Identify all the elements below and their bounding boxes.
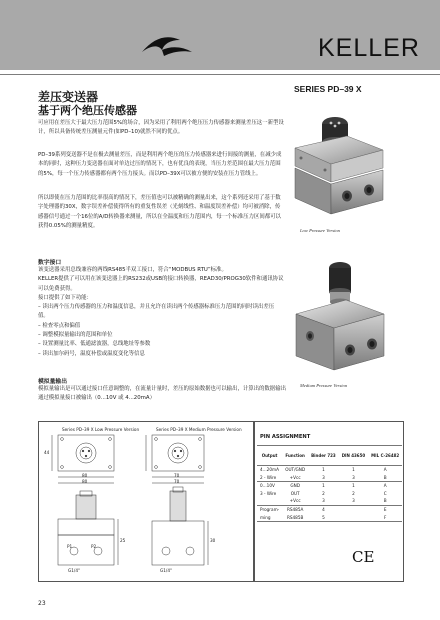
- table-row: 2 - Wire +Vcc 3 3 B: [260, 474, 387, 480]
- dim-44-label: 44: [44, 450, 50, 455]
- digital-line: – 设置测量比率、低通滤波器，总线地址等参数: [38, 341, 151, 348]
- digital-line: 接口提供了如下功能：: [38, 294, 92, 301]
- medium-pressure-caption: Medium Pressure Version: [300, 383, 348, 388]
- dim-25-label: 25: [120, 538, 126, 543]
- thread-medium-label: G1/4": [160, 568, 172, 573]
- low-side-view: [58, 491, 118, 565]
- digital-line: 该变送器采用总线兼容的两线RS485半双工接口，符合“MODBUS RTU”标准。: [38, 267, 227, 273]
- header-din: DIN 43650: [339, 446, 368, 466]
- digital-line: – 读出两个压力传感器的压力和温度信息，并且允许在读出两个传感器标准压力范围的同时读出差压值。: [38, 304, 275, 320]
- digital-line: KELLER提供了可以用在该变送器上的RS232或USB的接口转换器，READ30/PROG30软件和通讯协议可以免费获得。: [38, 276, 284, 292]
- table-row: Program- RS485A 4 E: [257, 505, 402, 513]
- header-binder: Binder 723: [308, 446, 339, 466]
- dim-30-label: 30: [210, 538, 216, 543]
- dim-80-label: 80: [82, 479, 88, 484]
- header-function: Function: [282, 446, 308, 466]
- series-label: SERIES PD–39 X: [294, 84, 362, 94]
- page-subtitle: 基于两个绝压传感器: [38, 104, 137, 117]
- medium-drawing-title: Series PD–39 X Medium Pressure Version: [156, 427, 242, 432]
- medium-pressure-sensor-image: [286, 258, 390, 380]
- table-row: 3 - Wire OUT 2 2 C: [260, 490, 387, 496]
- page-title: 差压变送器: [38, 90, 99, 104]
- table-row: 4...20mA OUT/GND 1 1 A: [257, 466, 402, 474]
- dim-70-label: 70: [174, 479, 180, 484]
- header-mil: MIL C-26482: [368, 446, 402, 466]
- page-number: 23: [38, 600, 46, 607]
- analog-output-text: 模拟量输出是可以通过接口任意调整的，在流量计量时，差压的原始数据也可以输出，计算出的数据输出通过模拟量接口被输出（0...10V 或 4...20mA）: [38, 386, 286, 402]
- header-rule: [0, 74, 440, 75]
- pin-assignment-table: [257, 445, 402, 522]
- bird-logo-icon: [140, 32, 194, 60]
- analog-output-heading: 模拟量输出: [38, 379, 67, 385]
- low-drawing-title: Series PD–39 X Low Pressure Version: [62, 427, 140, 432]
- header-output: Output: [257, 446, 282, 466]
- thread-low-label: G1/4": [68, 568, 80, 573]
- dim-70-label: 70: [174, 473, 180, 478]
- digital-line: – 检查零点和偏值: [38, 322, 81, 329]
- header-divider: [0, 70, 440, 73]
- dim-80-label: 80: [82, 473, 88, 478]
- accuracy-paragraph: 所以即使在压力范围的比率很高的情况下，差压值也可以被精确的测量出来，这个系列还采用了基于数字处理器的30X，数字误差补偿使得所有的重复性误差（光刻线性、和温度误差补偿）均可被消除，传感器信号通过一个16位的A/D转换器来测量，所以在全温度和压力范围内，每一个标准压力区间都可以获得0.05%的测量精度。: [38, 195, 281, 229]
- digital-interface-heading: 数字接口: [38, 260, 62, 266]
- table-row: +Vcc 3 3 B: [289, 498, 387, 504]
- ce-mark: CE: [352, 548, 375, 566]
- keller-logo: KELLER: [318, 34, 420, 62]
- port-p1-label: P1: [67, 544, 73, 549]
- table-row: 0...10V GND 1 1 A: [257, 482, 402, 490]
- low-pressure-caption: Low Pressure Version: [300, 228, 340, 233]
- digital-interface-text: [38, 266, 284, 359]
- digital-line: – 读出加尔码号，温度补偿或温度变化等信息: [38, 350, 145, 357]
- table-row: ming RS485B 5 F: [257, 514, 402, 522]
- medium-side-view: [152, 487, 208, 565]
- digital-line: – 调整模拟量输出的范围和单位: [38, 332, 113, 339]
- port-p2-label: P2: [91, 544, 97, 549]
- dimension-drawings: [38, 421, 254, 582]
- design-paragraph: PD–39系列变送器不是在极去测量差压，而是利用两个绝压的压力传感器来进行间接的测量，在减少成本的同时，这种压力变送器在面对单边过压的情况下，也有优良的表现，当压力差范围在最大压力范围的5%，每一个压力传感器都有两个压力接头。而以PD–39X可以被方便的安装在压力管线上。: [38, 152, 282, 177]
- pin-table-header-row: [257, 446, 402, 466]
- intro-paragraph: 可应用在差压大于最大压力范围5%的场合，因为采用了利用两个绝压压力传感器来测量差压这一新型设计，所以具备传统差压测量元件(如PD–10)就然不同的优点。: [38, 120, 284, 136]
- pin-assignment-title: PIN ASSIGNMENT: [260, 434, 311, 440]
- low-pressure-sensor-image: [285, 110, 389, 225]
